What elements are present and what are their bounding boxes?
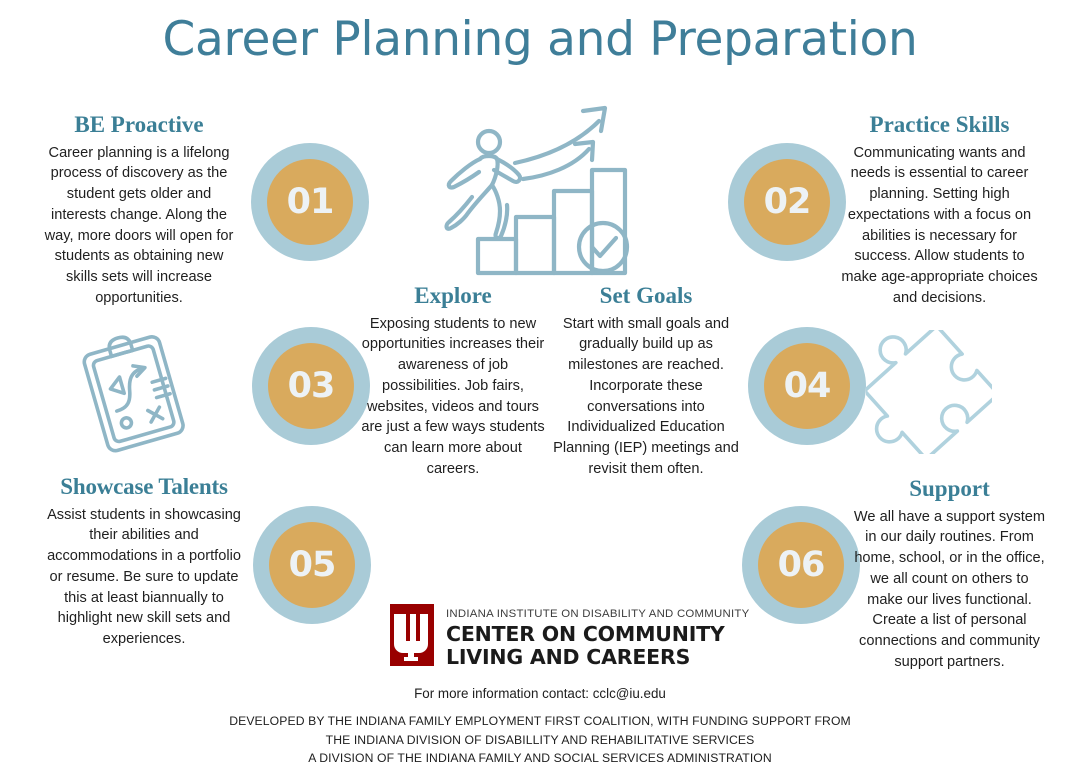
step-01-badge [251, 143, 369, 261]
clipboard-strategy-icon [72, 327, 200, 455]
step-06-badge [742, 506, 860, 624]
contact-line: For more information contact: cclc@iu.edu [414, 686, 666, 701]
step-01-body: Career planning is a lifelong process of discovery as the student gets older and interests change. Along the way, more doors will open for students as obtaining new skills sets will increase opportunities. [44, 144, 234, 306]
step-06-body: We all have a support system in our daily routines. From home, school, or in the office, we all count on others to make our lives functional. Create a list of personal connections and community support partners. [853, 508, 1046, 670]
step-04-badge [748, 327, 866, 445]
step-05-text [40, 474, 248, 650]
step-01-number: 01 [286, 181, 334, 222]
step-03-body: Exposing students to new opportunities increases their awareness of job possibilities. Job fairs, websites, videos and tours are just a few ways students can learn more about careers. [361, 315, 545, 477]
disclaimer-line-3: A DIVISION OF THE INDIANA FAMILY AND SOCIAL SERVICES ADMINISTRATION [308, 751, 772, 766]
step-02-text [838, 112, 1041, 309]
step-03-heading: Explore [414, 283, 492, 308]
disclaimer-line-1: DEVELOPED BY THE INDIANA FAMILY EMPLOYMENT FIRST COALITION, WITH FUNDING SUPPORT FROM [229, 714, 851, 728]
step-03-number: 03 [287, 365, 335, 406]
person-climbing-bar-chart-icon [435, 97, 635, 277]
step-02-body: Communicating wants and needs is essential to career planning. Setting high expectations with a focus on abilities is necessary for success. Allow students to make age-appropriate choices and decisions. [841, 144, 1038, 306]
step-03-badge-inner [268, 343, 354, 429]
step-04-body: Start with small goals and gradually build up as milestones are reached. Incorporate these conversations into Individualized Education Planning (IEP) meetings and revisit them often. [553, 315, 739, 477]
step-04-number: 04 [783, 365, 831, 406]
step-04-heading: Set Goals [599, 283, 693, 308]
step-02-number: 02 [763, 181, 811, 222]
step-02-badge-inner [744, 159, 830, 245]
step-04-text [551, 283, 741, 480]
iu-trident-logo-icon [390, 604, 434, 666]
logo-center-line-1: CENTER ON COMMUNITY [446, 622, 725, 647]
logo-center-line-2: LIVING AND CAREERS [446, 645, 691, 670]
organization-logo [390, 604, 749, 670]
disclaimer-line-2: THE INDIANA DIVISION OF DISABILLITY AND REHABILITATIVE SERVICES [325, 732, 755, 747]
step-01-heading: BE Proactive [74, 112, 204, 137]
page-title: Career Planning and Preparation [162, 12, 918, 67]
logo-institute-line: INDIANA INSTITUTE ON DISABILITY AND COMMUNITY [446, 608, 750, 620]
puzzle-piece-icon [866, 330, 992, 454]
step-02-badge [728, 143, 846, 261]
step-06-number: 06 [777, 544, 825, 585]
step-05-heading: Showcase Talents [60, 474, 228, 499]
step-02-heading: Practice Skills [869, 112, 1010, 137]
step-04-badge-inner [764, 343, 850, 429]
step-01-badge-inner [267, 159, 353, 245]
step-05-badge [253, 506, 371, 624]
step-03-badge [252, 327, 370, 445]
step-05-body: Assist students in showcasing their abilities and accommodations in a portfolio or resume. Be sure to update this at least biannually to highlight new skill sets and experiences. [47, 506, 241, 648]
step-06-heading: Support [909, 476, 990, 501]
step-03-text [358, 283, 548, 480]
logo-text-block [446, 604, 749, 670]
step-06-badge-inner [758, 522, 844, 608]
step-06-text [851, 476, 1048, 673]
step-05-badge-inner [269, 522, 355, 608]
step-05-number: 05 [288, 544, 336, 585]
disclaimer-block [0, 712, 1080, 768]
step-01-text [38, 112, 240, 309]
